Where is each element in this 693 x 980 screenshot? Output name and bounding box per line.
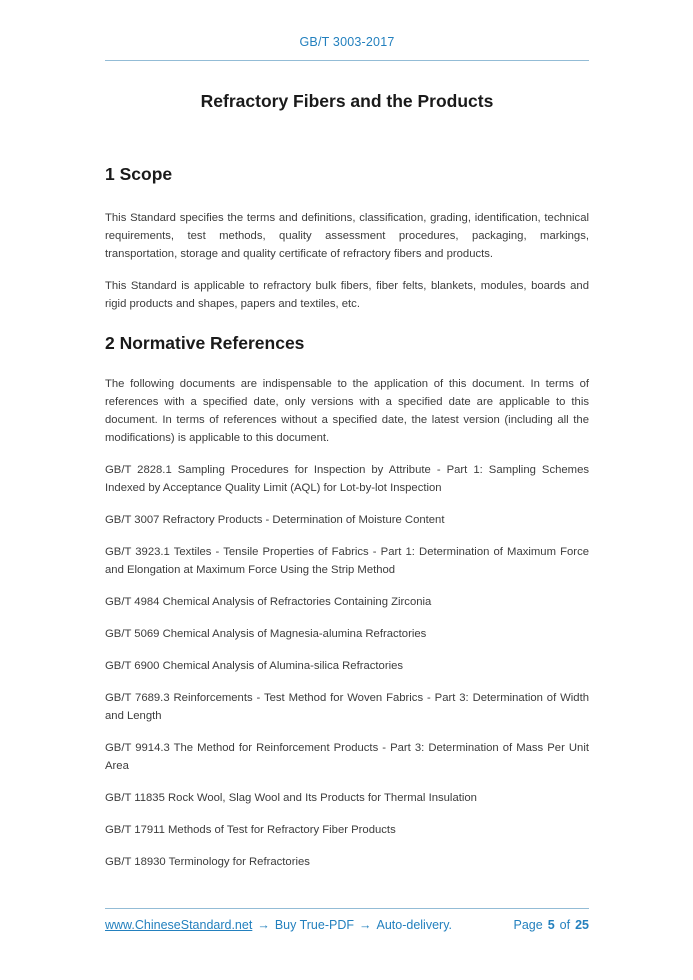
reference-item: GB/T 18930 Terminology for Refractories (105, 856, 310, 868)
footer-left (105, 918, 452, 932)
footer-link[interactable]: www.ChineseStandard.net (105, 918, 253, 932)
page-total: 25 (575, 918, 589, 932)
of-label: of (559, 918, 571, 932)
page-content (105, 91, 589, 871)
page-indicator (514, 918, 590, 932)
reference-item: GB/T 6900 Chemical Analysis of Alumina-silica Refractories (105, 660, 404, 672)
reference-item: GB/T 2828.1 Sampling Procedures for Inspection by Attribute - Part 1: Sampling Schemes Indexed by Acceptance Quality Limit (AQL) for Lot-by-lot Inspection (105, 464, 589, 494)
reference-item: GB/T 3923.1 Textiles - Tensile Properties of Fabrics - Part 1: Determination of Maximum Force and Elongation at Maximum Force Using the Strip Method (105, 546, 589, 576)
page-label: Page (513, 918, 543, 932)
paragraph: This Standard is applicable to refractory bulk fibers, fiber felts, blankets, modules, boards and rigid products and shapes, papers and textiles, etc. (105, 280, 589, 310)
document-title: Refractory Fibers and the Products (200, 91, 494, 111)
doc-number: GB/T 3003-2017 (299, 35, 395, 49)
page-footer (105, 908, 589, 932)
reference-item: GB/T 9914.3 The Method for Reinforcement Products - Part 3: Determination of Mass Per Unit Area (105, 742, 589, 772)
footer-action-buy: Buy True-PDF (274, 918, 354, 932)
reference-item: GB/T 7689.3 Reinforcements - Test Method for Woven Fabrics - Part 3: Determination of Width and Length (105, 692, 589, 722)
paragraph: The following documents are indispensable to the application of this document. In terms of references with a specified date, only versions with a specified date are applicable to this document. In terms of references without a specified date, the latest version (including all the modifications) is applicable to this document. (105, 378, 589, 444)
footer-action-delivery: Auto-delivery. (376, 918, 452, 932)
section-heading-normative-references: 2 Normative References (105, 333, 305, 353)
arrow-icon: → (257, 918, 270, 932)
arrow-icon: → (359, 918, 372, 932)
reference-item: GB/T 17911 Methods of Test for Refractory Fiber Products (105, 824, 396, 836)
page-current: 5 (547, 918, 555, 932)
section-heading-scope: 1 Scope (105, 164, 173, 184)
paragraph: This Standard specifies the terms and definitions, classification, grading, identification, technical requirements, test methods, quality assessment procedures, packaging, markings, transportation, storage and quality certificate of refractory fibers and products. (105, 212, 589, 260)
reference-item: GB/T 5069 Chemical Analysis of Magnesia-alumina Refractories (105, 628, 427, 640)
reference-item: GB/T 3007 Refractory Products - Determination of Moisture Content (105, 514, 445, 526)
reference-item: GB/T 11835 Rock Wool, Slag Wool and Its Products for Thermal Insulation (105, 792, 477, 804)
reference-item: GB/T 4984 Chemical Analysis of Refractories Containing Zirconia (105, 596, 432, 608)
page-header (105, 0, 589, 61)
